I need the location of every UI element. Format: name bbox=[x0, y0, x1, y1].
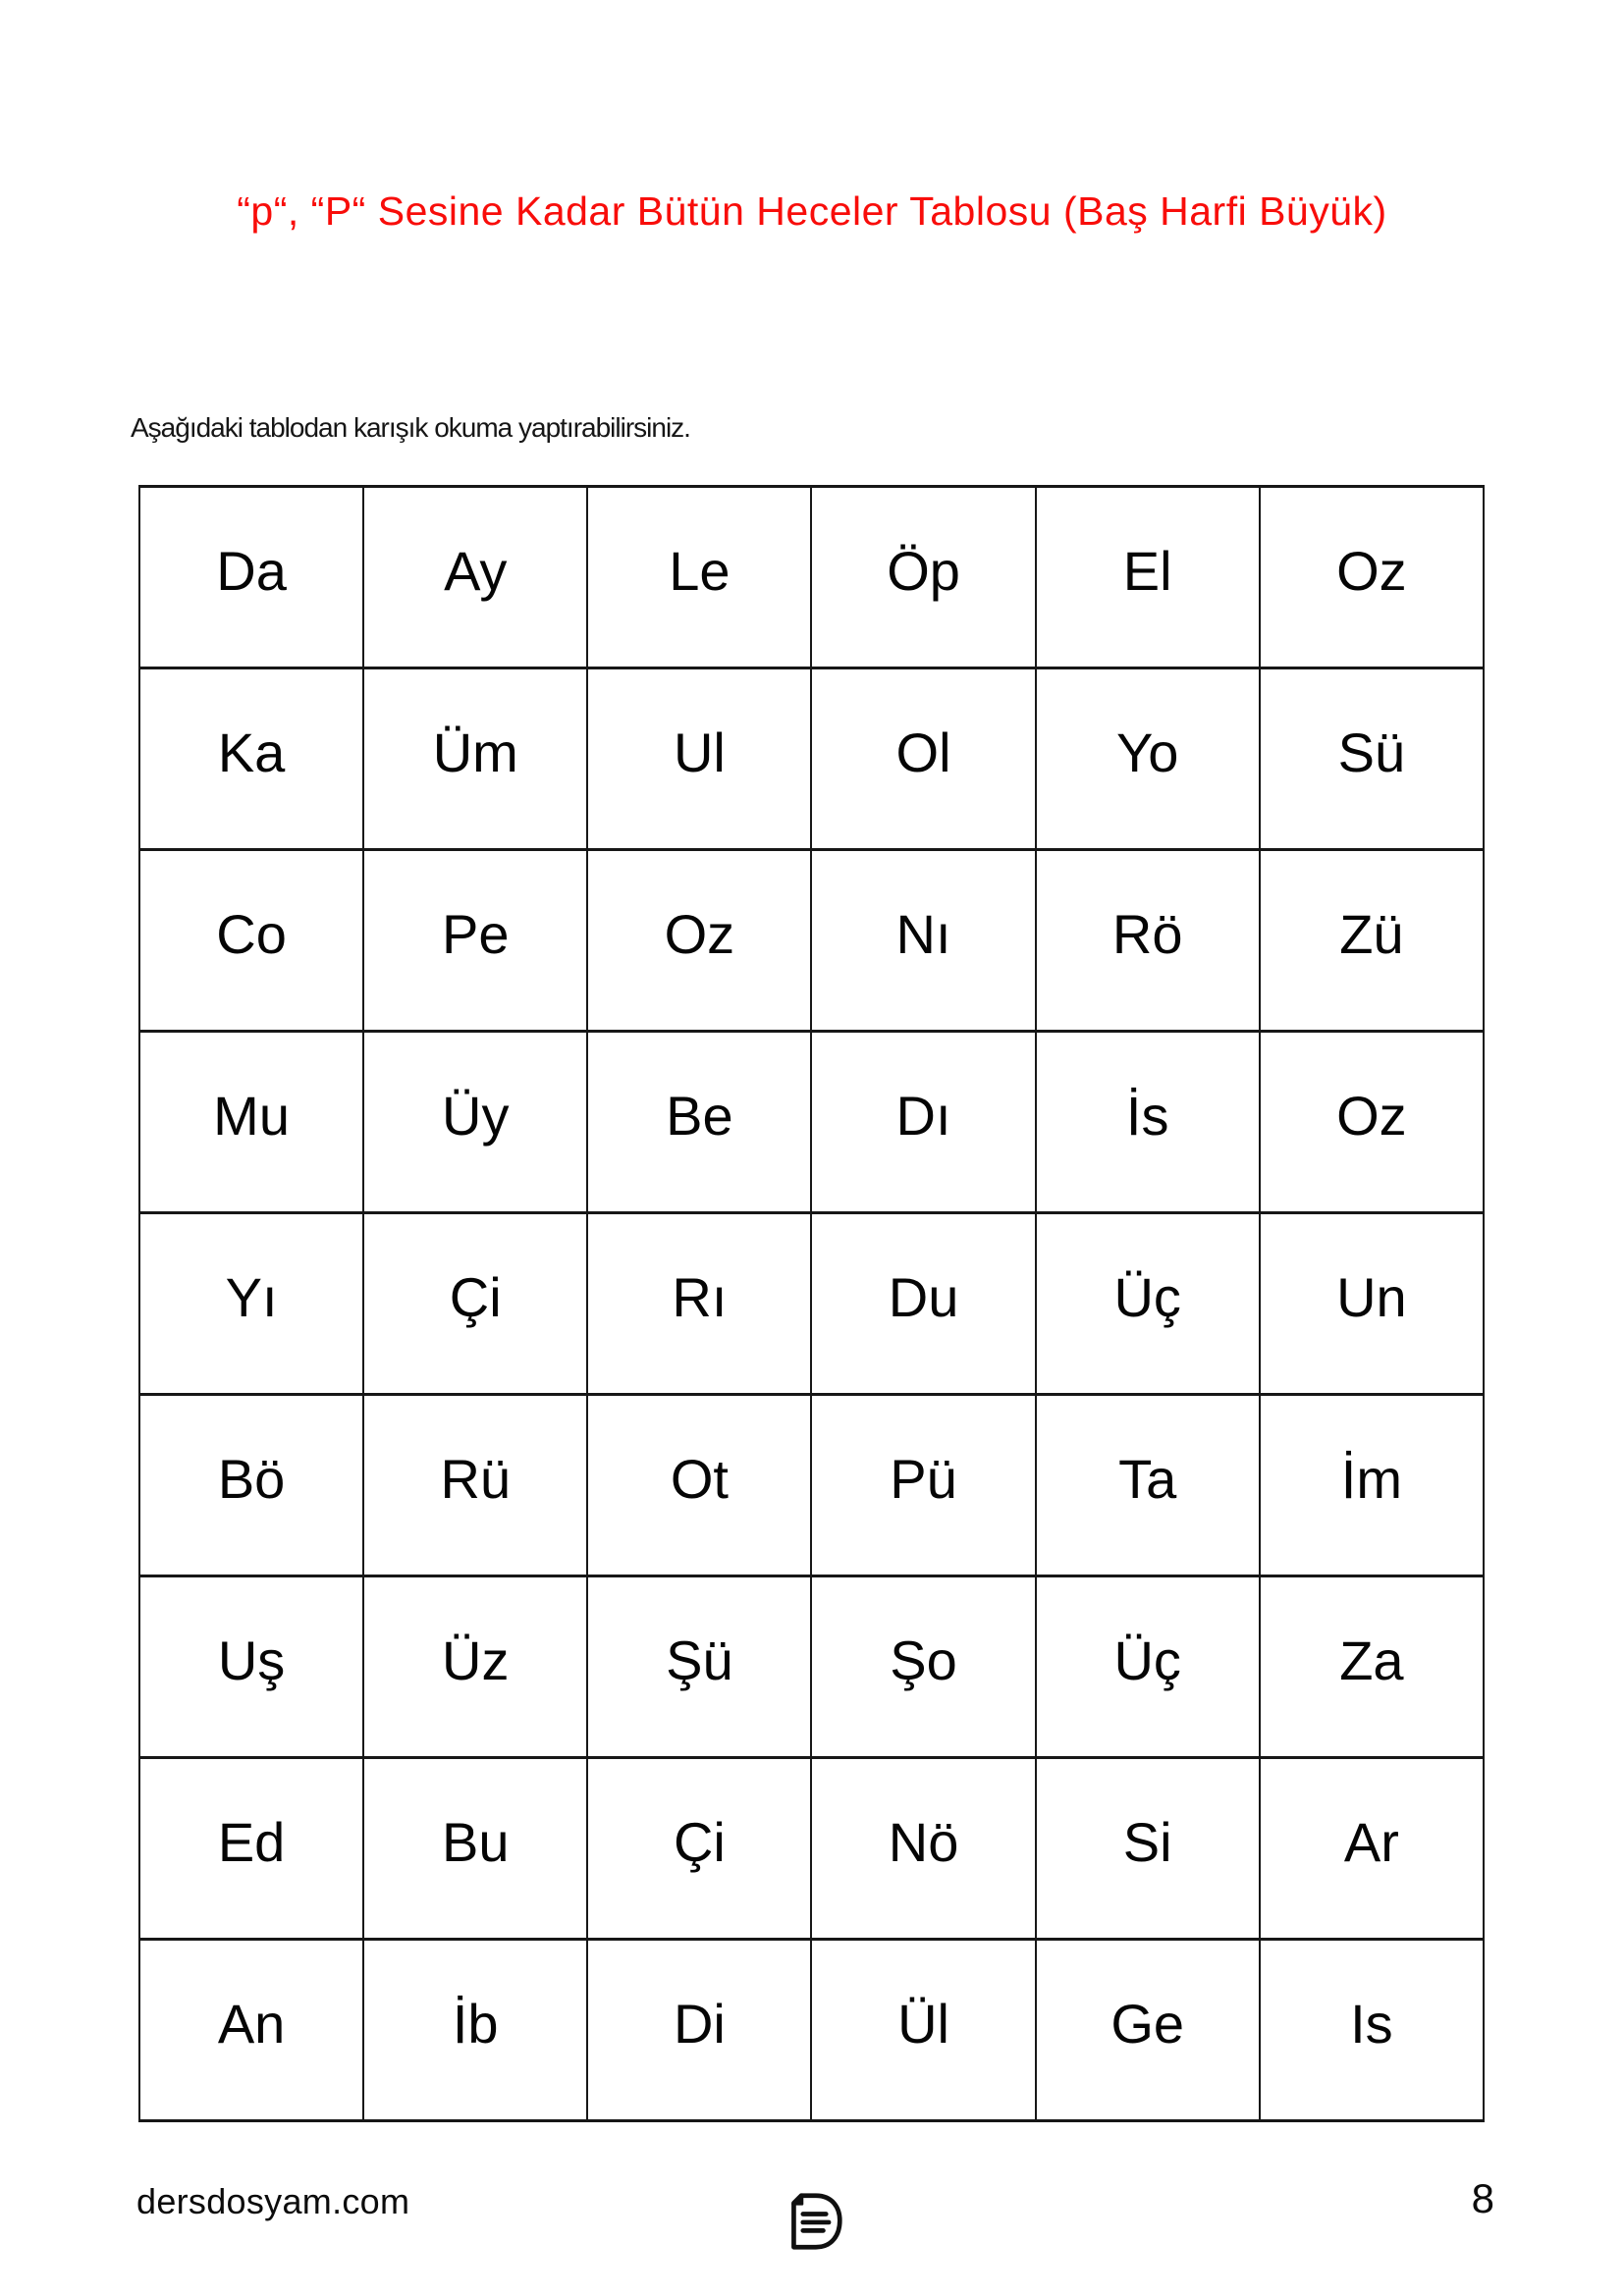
syllable-cell: Un bbox=[1260, 1213, 1484, 1395]
syllable-cell: Rı bbox=[587, 1213, 811, 1395]
footer-site-text: dersdosyam.com bbox=[136, 2181, 410, 2221]
syllable-cell: Pe bbox=[363, 850, 587, 1032]
document-icon bbox=[785, 2191, 870, 2238]
table-row bbox=[139, 1395, 1484, 1576]
syllable-cell: İs bbox=[1036, 1032, 1260, 1213]
syllable-cell: El bbox=[1036, 487, 1260, 668]
syllable-cell: Ge bbox=[1036, 1940, 1260, 2121]
syllable-cell: Çi bbox=[363, 1213, 587, 1395]
syllable-cell: Üç bbox=[1036, 1576, 1260, 1758]
syllable-cell: Oz bbox=[1260, 487, 1484, 668]
syllable-cell: Co bbox=[139, 850, 363, 1032]
syllable-cell: Ul bbox=[587, 668, 811, 850]
syllable-cell: Ka bbox=[139, 668, 363, 850]
syllable-cell: Ay bbox=[363, 487, 587, 668]
syllable-cell: Şü bbox=[587, 1576, 811, 1758]
syllable-cell: Zü bbox=[1260, 850, 1484, 1032]
syllable-table bbox=[138, 485, 1485, 2122]
syllable-cell: Ar bbox=[1260, 1758, 1484, 1940]
syllable-cell: Pü bbox=[811, 1395, 1035, 1576]
syllable-cell: Uş bbox=[139, 1576, 363, 1758]
syllable-cell: Mu bbox=[139, 1032, 363, 1213]
syllable-cell: Be bbox=[587, 1032, 811, 1213]
syllable-cell: Ol bbox=[811, 668, 1035, 850]
syllable-cell: Rü bbox=[363, 1395, 587, 1576]
syllable-cell: Üz bbox=[363, 1576, 587, 1758]
table-row bbox=[139, 668, 1484, 850]
syllable-cell: Du bbox=[811, 1213, 1035, 1395]
syllable-cell: Is bbox=[1260, 1940, 1484, 2121]
table-row bbox=[139, 1032, 1484, 1213]
syllable-cell: Da bbox=[139, 487, 363, 668]
page-title: “p“, “P“ Sesine Kadar Bütün Heceler Tablosu (Baş Harfi Büyük) bbox=[237, 188, 1387, 234]
syllable-cell: Nı bbox=[811, 850, 1035, 1032]
syllable-cell: Üy bbox=[363, 1032, 587, 1213]
table-row bbox=[139, 487, 1484, 668]
syllable-cell: Öp bbox=[811, 487, 1035, 668]
table-row bbox=[139, 1213, 1484, 1395]
syllable-cell: Yı bbox=[139, 1213, 363, 1395]
syllable-cell: Nö bbox=[811, 1758, 1035, 1940]
syllable-table-body bbox=[139, 487, 1484, 2121]
syllable-cell: İb bbox=[363, 1940, 587, 2121]
syllable-cell: Dı bbox=[811, 1032, 1035, 1213]
syllable-cell: Şo bbox=[811, 1576, 1035, 1758]
syllable-cell: Sü bbox=[1260, 668, 1484, 850]
syllable-cell: Bu bbox=[363, 1758, 587, 1940]
syllable-cell: Le bbox=[587, 487, 811, 668]
syllable-cell: İm bbox=[1260, 1395, 1484, 1576]
syllable-cell: Üm bbox=[363, 668, 587, 850]
table-row bbox=[139, 1940, 1484, 2121]
syllable-cell: Ed bbox=[139, 1758, 363, 1940]
table-row bbox=[139, 850, 1484, 1032]
syllable-cell: Za bbox=[1260, 1576, 1484, 1758]
syllable-cell: Üç bbox=[1036, 1213, 1260, 1395]
table-row bbox=[139, 1576, 1484, 1758]
syllable-cell: Di bbox=[587, 1940, 811, 2121]
syllable-cell: Çi bbox=[587, 1758, 811, 1940]
syllable-cell: Rö bbox=[1036, 850, 1260, 1032]
page-number: 8 bbox=[1471, 2175, 1494, 2221]
syllable-cell: Ot bbox=[587, 1395, 811, 1576]
table-row bbox=[139, 1758, 1484, 1940]
syllable-cell: Oz bbox=[1260, 1032, 1484, 1213]
instruction-text: Aşağıdaki tablodan karışık okuma yaptırabilirsiniz. bbox=[131, 412, 690, 443]
syllable-cell: An bbox=[139, 1940, 363, 2121]
syllable-cell: Ta bbox=[1036, 1395, 1260, 1576]
syllable-cell: Si bbox=[1036, 1758, 1260, 1940]
syllable-cell: Bö bbox=[139, 1395, 363, 1576]
syllable-cell: Ül bbox=[811, 1940, 1035, 2121]
syllable-cell: Oz bbox=[587, 850, 811, 1032]
syllable-cell: Yo bbox=[1036, 668, 1260, 850]
